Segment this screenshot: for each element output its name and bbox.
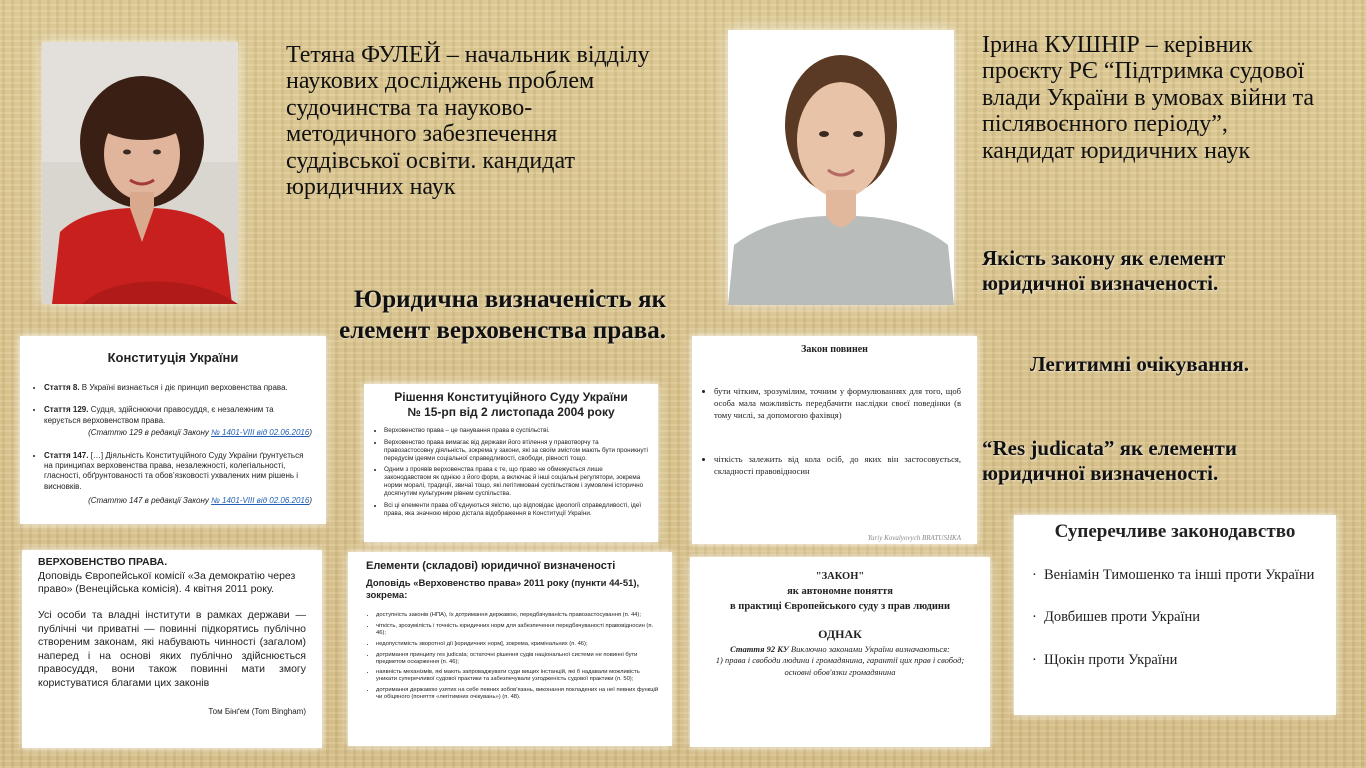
slide-quote: Усі особи та владні інститути в рамках держави — публічні чи приватні — повинні підкорятись публічно створеним законам, які набувають чинності (загалом) наперед і на основі яких публічно здійснюється правосуддя, вони також повинні мати змогу користуватися благами цих законів xyxy=(38,608,306,690)
slide-subtitle-line: як автономне поняття xyxy=(787,586,893,598)
list-item: • бути чітким, зрозумілим, точним у формулюваннях для того, щоб особа мала можливість передбачити наслідки своєї поведінки (в тому числі, за допомогою фахівця) xyxy=(714,385,961,421)
slide-zakon-autonomous xyxy=(690,557,990,747)
list-item: • Верховенство права вимагає від держави його втілення у правотворчу та правозастосовну діяльність, зокрема у закони, які за своїм змістом мають бути проникнуті передусім ідеями соціальної справедливості, свободи, рівності тощо. xyxy=(384,439,648,463)
law-link[interactable]: № 1401-VIII від 02.06.2016 xyxy=(211,496,310,506)
list-item: • дотримання принципу res judicata; остаточні рішення судів національної системи не повинні бути предметом оскарження (п. 46); xyxy=(376,652,660,666)
topic-res-judicata: “Res judicata” як елементи юридичної визначеності. xyxy=(982,436,1237,486)
article-line: основні обов'язки громадянина xyxy=(784,666,896,677)
law-link[interactable]: № 1401-VIII від 02.06.2016 xyxy=(211,428,310,438)
list-item: · Веніамін Тимошенко та інші проти України xyxy=(1032,567,1315,583)
slide-title: Суперечливе законодавство xyxy=(1054,521,1296,542)
slide-title: Елементи (складові) юридичної визначеності xyxy=(366,560,616,572)
slide-subtitle: Доповідь «Верховенство права» 2011 року (пункти 44-51), зокрема: xyxy=(366,578,640,601)
bio-iryna-kushnir: Ірина КУШНІР – керівник проєкту РЄ “Підтримка судової влади України в умовах війни та післявоєнного періоду”, кандидат юридичних наук xyxy=(982,32,1315,164)
slide-subtitle: № 15-рп від 2 листопада 2004 року xyxy=(407,405,615,419)
slide-subtitle-line: в практиці Європейського суду з прав людини xyxy=(729,601,951,613)
list-item: • Стаття 129. Судця, здійснюючи правосуддя, є незалежним та керується верховенством права. (Статтю 129 в редакції Закону № 1401-VIII від 02.06.2016) xyxy=(44,405,312,438)
slide-title: Рішення Конституційного Суду України xyxy=(394,390,628,404)
list-item: • чіткість, зрозумілість і точність юридичних норм для забезпечення передбачуваності правовідносин (п. 46); xyxy=(376,623,660,637)
slide-contradictory-legislation xyxy=(1014,515,1336,715)
article-line: 1) права і свободи людини і громадянина, гарантії цих прав і свобод; xyxy=(715,655,965,666)
topic-law-quality: Якість закону як елемент юридичної визначеності. xyxy=(982,246,1226,296)
topic-legitimate-expectations: Легитимні очікування. xyxy=(1030,352,1249,376)
list-item: • Стаття 8. В Україні визнається і діє принцип верховенства права. xyxy=(44,383,312,393)
list-item: • Верховенство права – це панування права в суспільстві. xyxy=(384,427,648,435)
list-item: • доступність законів (НПА), їх дотримання державою, передбачуваність правозастосування (п. 44); xyxy=(376,612,660,619)
slide-constitution xyxy=(20,336,326,524)
slide-ccu-decision xyxy=(364,384,658,542)
slide-title: Закон повинен xyxy=(801,344,868,355)
photo-tetiana-fulei xyxy=(42,42,238,304)
list-item: • Стаття 147. […] Діяльність Конституційного Суду України ґрунтується на принципах верховенства права, незалежності, колегіальності, гласності, обґрунтованості та обов’язковості ухвалених ним рішень і висновків. (Статтю 147 в редакції Закону № 1401-VIII від 02.06.2016) xyxy=(44,451,312,507)
slide-venice-commission xyxy=(22,550,322,748)
list-item: · Щокін проти України xyxy=(1032,651,1178,668)
list-item: • дотримання державою узятих на себе певних зобов’язань, виконання покладених на неї певних функцій чи обіцяного (поняття «легітимних очікувань») (п. 48). xyxy=(376,687,660,701)
list-item: • Одним з проявів верховенства права є те, що право не обмежується лише законодавством як однією з його форм, а включає й інші соціальні регулятори, зокрема норми моралі, традиції, звичаї тощо, які легітимовані суспільством і зумовлені історично досягнутим культурним рівнем суспільства. xyxy=(384,466,648,497)
portrait-image-2 xyxy=(728,30,954,305)
slide-legal-certainty-elements xyxy=(348,552,672,746)
photo-iryna-kushnir xyxy=(728,30,954,305)
slide-title: Конституція України xyxy=(107,350,239,365)
list-item: • чіткість залежить від кола осіб, до яких він застосовується, складності правовідносин xyxy=(714,453,961,477)
article-text: Виключно законами України визначаються: xyxy=(790,643,950,654)
slide-title: "ЗАКОН" xyxy=(815,571,865,582)
slide-however: ОДНАК xyxy=(818,626,862,641)
slide-title: ВЕРХОВЕНСТВО ПРАВА. xyxy=(38,556,168,568)
bio-tetiana-fulei: Тетяна ФУЛЕЙ – начальник відділу наукових досліджень проблем судочинства та науково-методичного забезпечення суддівської освіти. кандидат юридичних наук xyxy=(286,42,650,200)
topic-legal-certainty: Юридична визначеність як елемент верховенства права. xyxy=(339,286,666,344)
list-item: · Довбишев проти України xyxy=(1032,609,1201,626)
list-item: • Всі ці елементи права об’єднуються якістю, що відповідає ідеології справедливості, ідеї права, яка значною мірою дістала відображення в Конституції України. xyxy=(384,502,648,518)
article-label: Стаття 92 КУ xyxy=(730,643,789,654)
list-item: • наявність механізмів, які мають запроваджувати суди вищих інстанцій, які б надавали можливість уникати суперечливої судової практики та забезпечували узгодженість судової практики (п. 50); xyxy=(376,669,660,683)
slide-author: Том Бінґем (Tom Bingham) xyxy=(208,706,306,716)
list-item: • недопустимість зворотної дії [юридичних норм], зокрема, кримінальних (п. 46); xyxy=(376,641,660,648)
slide-law-must xyxy=(692,336,977,544)
slide-subtitle: Доповідь Європейської комісії «За демократію через право» (Венеційська комісія). 4 квітня 2011 року. xyxy=(38,569,296,596)
slide-footer: Yuriy Kovalyovych BRATUSHKA xyxy=(867,534,961,542)
portrait-image xyxy=(42,42,238,304)
